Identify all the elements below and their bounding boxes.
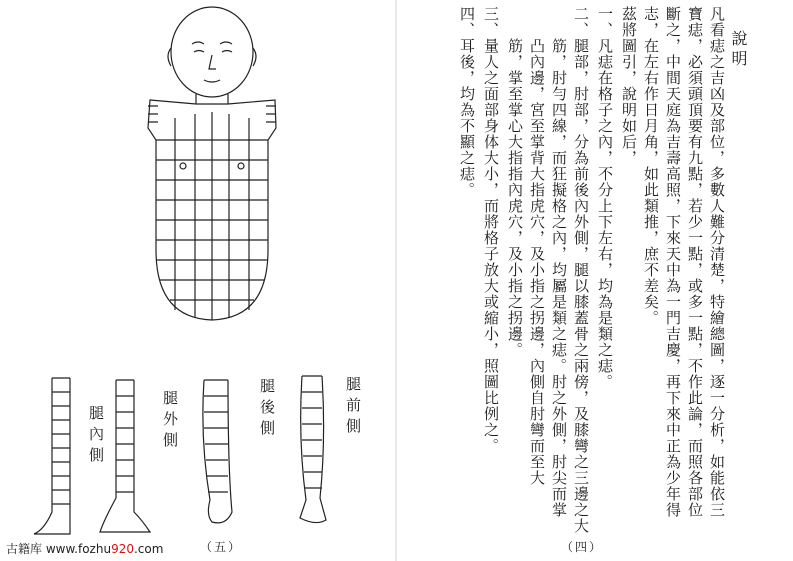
text-column-9: 凸內邊，宮至掌背大指虎穴，及小指之拐邊，內側自肘彎而至大 [528,6,546,486]
text-column-5: 茲將圖引，說明如后， [620,6,638,166]
text-column-8: 筋，肘勻四線，而狂擬格之內，均屬是類之痣。肘之外側，肘尖而掌 [550,6,568,518]
left-page-number: （五） [200,540,243,554]
body-mole-chart-figure [0,0,396,561]
label-leg-back: 腿後側 [258,378,276,441]
text-column-2: 寶痣，必須頭頂要有九點，若少一點，或多一點，不作此論，而照各部位 [686,6,704,518]
text-column-6: 一、凡痣在格子之內，不分上下左右，均為是類之痣。 [596,6,614,390]
label-leg-front: 腿前側 [344,376,362,439]
text-column-4: 志，在左右作日月角，如此類推，庶不差矣。 [642,6,660,326]
text-column-3: 斷之，中間天庭為吉壽高照，下來天中為一門吉慶，再下來中正為少年得 [664,6,682,518]
text-column-10: 筋，掌至掌心大指指內虎穴，及小指之拐邊。 [506,6,524,358]
label-leg-outer: 腿外側 [161,390,179,453]
text-column-1: 凡看痣之吉凶及部位，多數人難分清楚，特繪總圖，逐一分析，如能依三 [708,6,726,518]
explanation-heading: 說明 [729,30,748,70]
left-page [0,0,396,561]
label-leg-inner: 腿內側 [87,405,105,468]
watermark-prefix: 古籍库 www. [6,542,78,556]
text-column-12: 四、耳後，均為不顯之痣。 [458,6,476,198]
text-column-11: 三、量人之面部身体大小，而將格子放大或縮小，照圖比例之。 [482,6,500,454]
watermark-site-number: 920 [111,542,134,556]
text-column-7: 二、腿部，肘部，分為前後內外側，腿以膝蓋骨之兩傍，及膝彎之三邊之大 [572,6,590,534]
right-page-number: （四） [561,540,604,554]
watermark-site: fozhu [77,542,112,556]
right-page [396,0,793,561]
site-watermark [6,540,163,557]
watermark-suffix: .com [133,542,164,556]
